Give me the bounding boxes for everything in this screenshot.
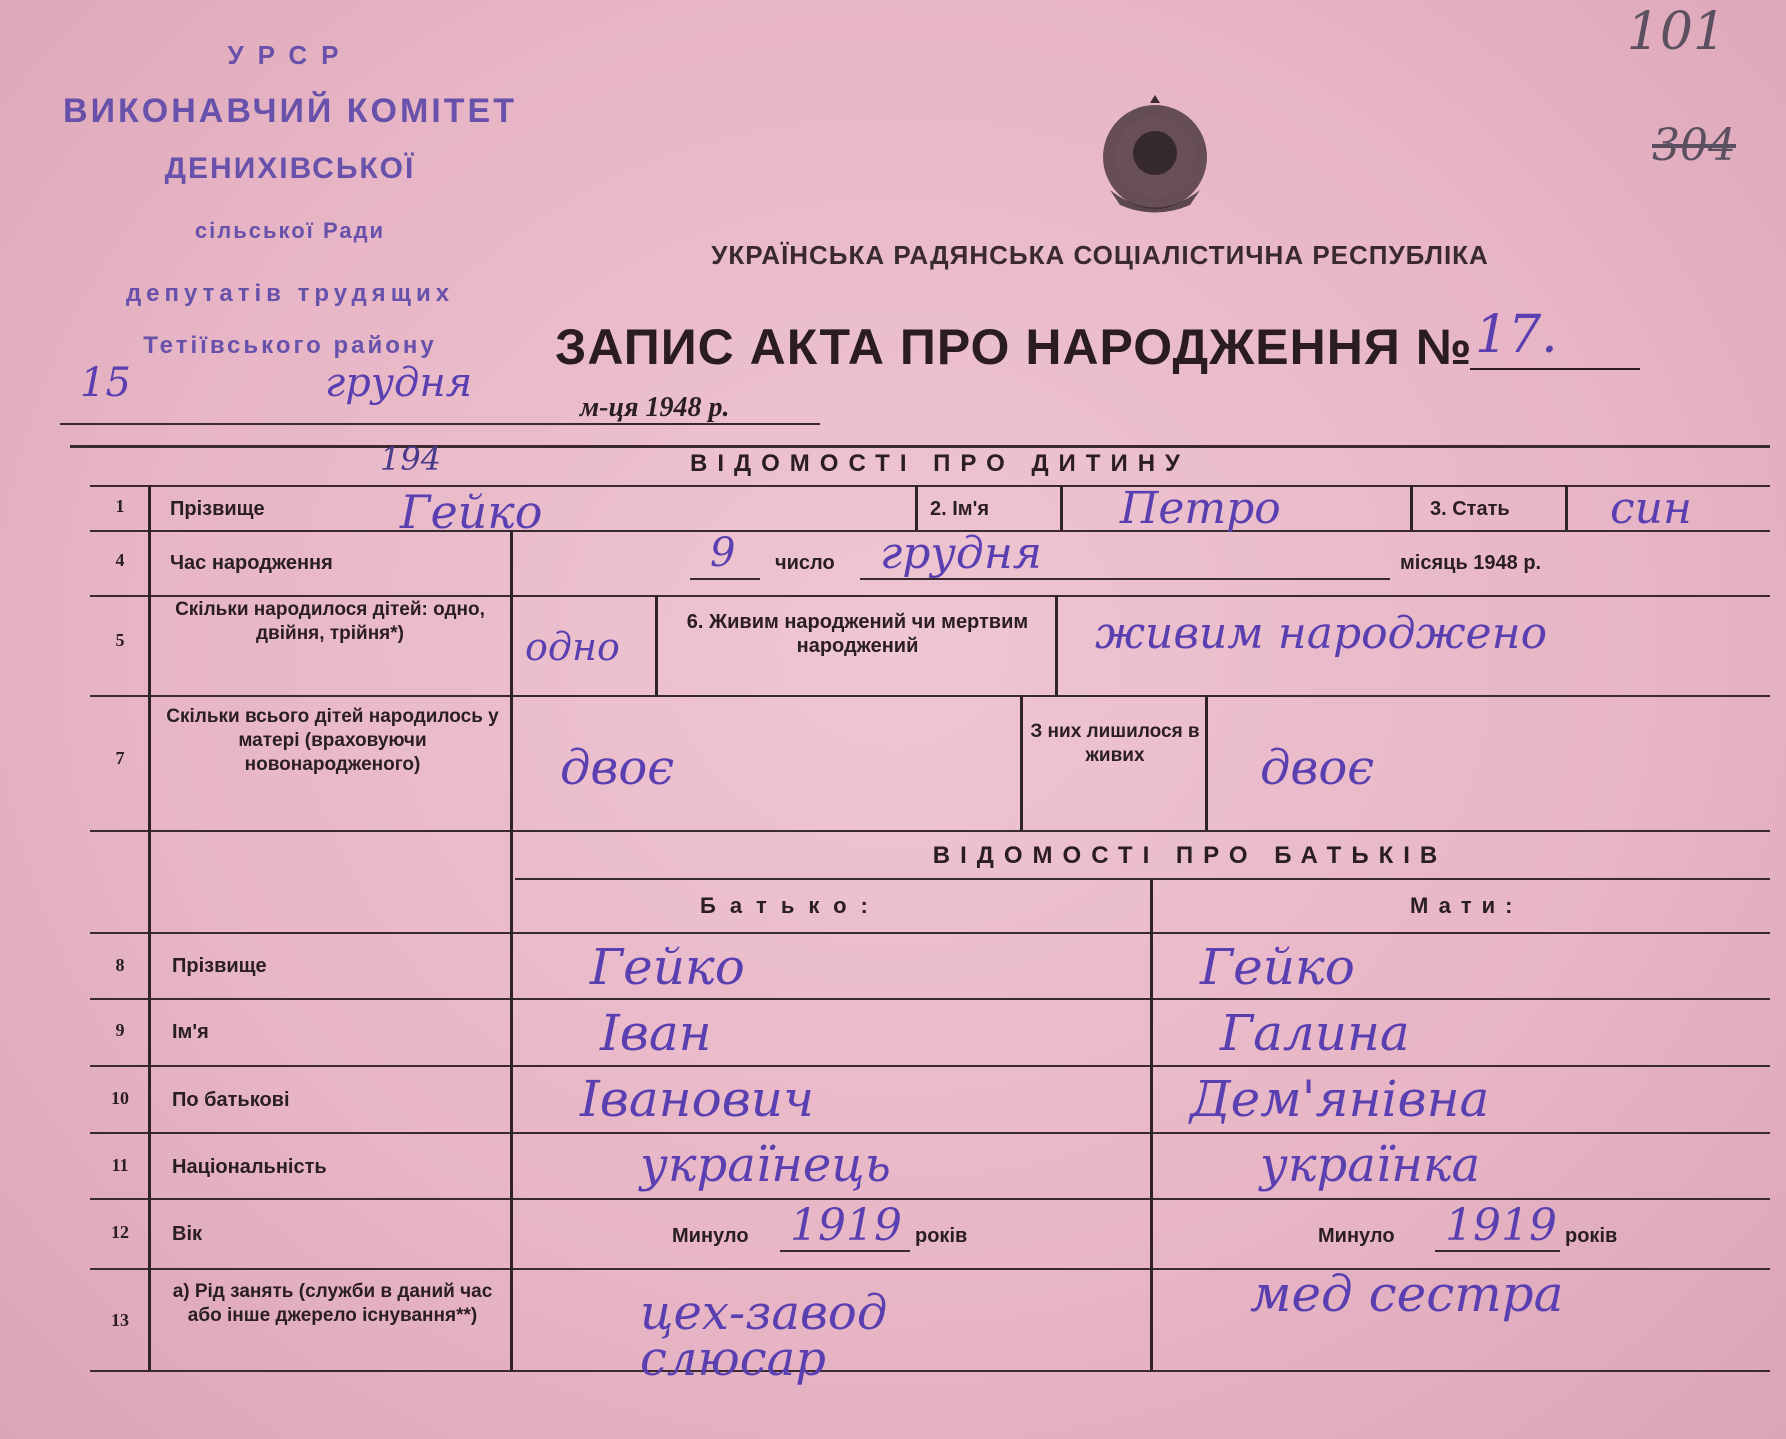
date-underline bbox=[60, 395, 820, 425]
child-name-value: Петро bbox=[1120, 483, 1281, 534]
mother-age-underline bbox=[1435, 1250, 1560, 1252]
mother-age-suffix: років bbox=[1565, 1225, 1618, 1247]
vrule bbox=[1150, 878, 1153, 1370]
row-number: 11 bbox=[111, 1155, 129, 1175]
stamp-line-ussr: УРСР bbox=[227, 40, 353, 70]
father-name-value: Іван bbox=[600, 1004, 712, 1062]
mother-age-prefix: Минуло bbox=[1318, 1225, 1395, 1247]
rule bbox=[90, 1065, 1770, 1067]
republic-name: УКРАЇНСЬКА РАДЯНСЬКА СОЦІАЛІСТИЧНА РЕСПУБЛІКА bbox=[711, 240, 1489, 270]
alive-at-birth-value: живим народжено bbox=[1095, 608, 1548, 659]
row-number: 9 bbox=[115, 1020, 125, 1040]
state-emblem-icon bbox=[1090, 95, 1220, 225]
birth-day-value: 9 bbox=[710, 530, 736, 576]
child-surname-label: Прізвище bbox=[170, 498, 265, 520]
mother-nationality-value: українка bbox=[1260, 1137, 1481, 1193]
father-age-underline bbox=[780, 1250, 910, 1252]
rule bbox=[90, 830, 1770, 832]
vrule bbox=[1205, 695, 1208, 830]
stamp-line-district: Тетіївського району bbox=[143, 332, 437, 359]
rule bbox=[90, 695, 1770, 697]
parent-nationality-label: Національність bbox=[172, 1156, 327, 1178]
father-header: Батько: bbox=[700, 893, 882, 918]
father-surname-value: Гейко bbox=[590, 938, 745, 996]
vrule bbox=[1055, 595, 1058, 695]
child-sex-label: 3. Стать bbox=[1430, 498, 1510, 520]
row-number: 13 bbox=[111, 1310, 129, 1330]
father-nationality-value: українець bbox=[640, 1137, 891, 1193]
stamp-date-month: грудня bbox=[325, 360, 473, 406]
rule bbox=[90, 1132, 1770, 1134]
vrule bbox=[1565, 485, 1568, 530]
rule bbox=[515, 878, 1770, 880]
total-children-label: Скільки всього дітей народилось у матері (враховуючи новонародженого) bbox=[166, 706, 499, 775]
row-number: 1 bbox=[115, 496, 125, 516]
stamp-line-committee: ВИКОНАВЧИЙ КОМІТЕТ bbox=[63, 92, 517, 130]
parent-surname-label: Прізвище bbox=[172, 955, 267, 977]
mother-age-value: 1919 bbox=[1445, 1200, 1557, 1251]
mother-occupation-value: мед сестра bbox=[1250, 1265, 1564, 1323]
parents-section-title: ВІДОМОСТІ ПРО БАТЬКІВ bbox=[932, 842, 1448, 869]
stamp-line-council: сільської Ради bbox=[194, 218, 386, 243]
stamp-date-suffix: м-ця 1948 р. bbox=[580, 392, 730, 423]
rule bbox=[90, 485, 1770, 487]
child-name-label: 2. Ім'я bbox=[930, 498, 990, 520]
archive-number-struck: 304 bbox=[1652, 120, 1736, 171]
vrule bbox=[915, 485, 918, 530]
child-surname-value: Гейко bbox=[400, 485, 543, 539]
birth-day-underline bbox=[690, 578, 760, 580]
parent-patronymic-label: По батькові bbox=[172, 1089, 290, 1111]
rule bbox=[70, 445, 1770, 448]
father-age-value: 1919 bbox=[790, 1200, 902, 1251]
stamp-line-deputies: депутатів трудящих bbox=[125, 280, 455, 307]
surviving-label: З них лишилося в живих bbox=[1030, 721, 1200, 766]
birth-month-underline bbox=[860, 578, 1390, 580]
child-sex-value: син bbox=[1610, 483, 1692, 534]
rule bbox=[90, 595, 1770, 597]
stamp-line-village: ДЕНИХІВСЬКОЇ bbox=[164, 152, 416, 185]
vrule bbox=[510, 530, 513, 1370]
child-section-title: ВІДОМОСТІ ПРО ДИТИНУ bbox=[690, 450, 1190, 477]
page-title: ЗАПИС АКТА ПРО НАРОДЖЕННЯ № bbox=[555, 319, 1473, 375]
father-occupation-value: цех-завод слюсар bbox=[640, 1285, 888, 1387]
archive-number: 101 bbox=[1626, 2, 1726, 62]
birth-time-label: Час народження bbox=[170, 552, 333, 574]
vrule bbox=[1410, 485, 1413, 530]
row-number: 12 bbox=[111, 1222, 129, 1242]
record-number: 17. bbox=[1475, 305, 1558, 365]
vrule bbox=[148, 485, 151, 1370]
alive-at-birth-label: 6. Живим народжений чи мертвим народжений bbox=[686, 611, 1029, 657]
children-count-value: одно bbox=[525, 625, 620, 669]
stamp-date-day: 15 bbox=[80, 360, 131, 406]
father-patronymic-value: Іванович bbox=[580, 1070, 815, 1128]
birth-year-label: місяць 1948 р. bbox=[1400, 552, 1542, 574]
rule bbox=[90, 932, 1770, 934]
father-age-prefix: Минуло bbox=[672, 1225, 749, 1247]
birth-day-label: число bbox=[775, 552, 835, 574]
vrule bbox=[1060, 485, 1063, 530]
row-number: 5 bbox=[115, 630, 125, 650]
row-number: 8 bbox=[115, 955, 125, 975]
row-number: 7 bbox=[115, 748, 125, 768]
mother-name-value: Галина bbox=[1220, 1004, 1410, 1062]
children-count-label: Скільки народилося дітей: одно, двійня, трійня*) bbox=[175, 599, 485, 644]
year-mark: 194 bbox=[380, 440, 442, 478]
vrule bbox=[1020, 695, 1023, 830]
vrule bbox=[655, 595, 658, 695]
parent-name-label: Ім'я bbox=[172, 1021, 209, 1043]
total-children-value: двоє bbox=[560, 740, 675, 796]
row-number: 10 bbox=[111, 1088, 129, 1108]
birth-month-value: грудня bbox=[880, 528, 1042, 579]
mother-header: Мати: bbox=[1410, 893, 1523, 918]
parent-age-label: Вік bbox=[172, 1223, 203, 1245]
surviving-value: двоє bbox=[1260, 740, 1375, 796]
mother-patronymic-value: Дем'янівна bbox=[1190, 1070, 1490, 1128]
father-age-suffix: років bbox=[915, 1225, 968, 1247]
mother-surname-value: Гейко bbox=[1200, 938, 1355, 996]
row-number: 4 bbox=[115, 550, 125, 570]
rule bbox=[90, 998, 1770, 1000]
parent-occupation-label: а) Рід занять (служби в даний час або інше джерело існування**) bbox=[172, 1281, 493, 1326]
